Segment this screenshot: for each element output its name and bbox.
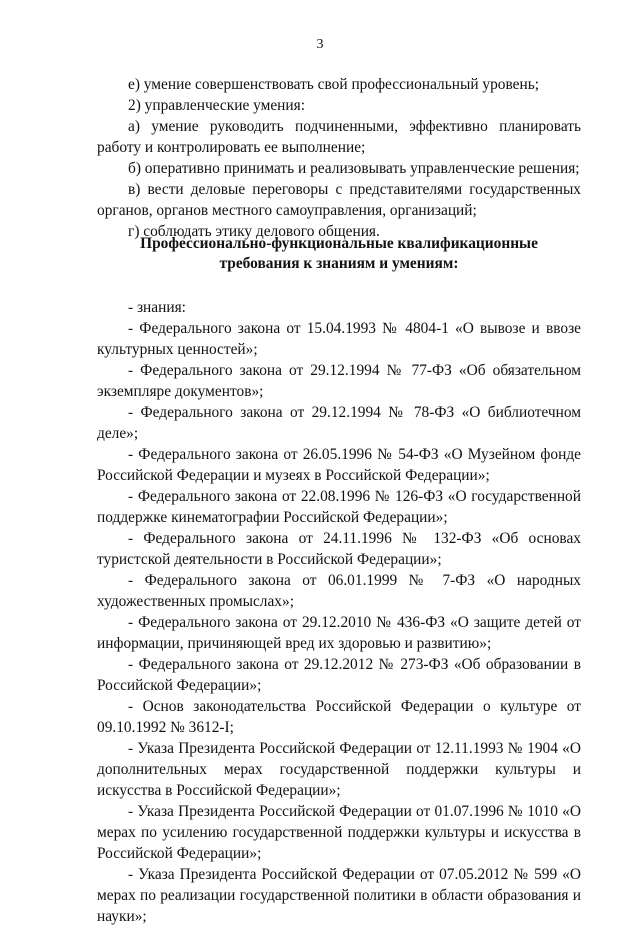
skill-item: г) соблюдать этику делового общения. [128,223,380,240]
skill-item: в) вести деловые переговоры с представителями государственных органов, органов местного самоуправления, организаций; [97,181,581,219]
knowledge-item: - Федерального закона от 29.12.2010 № 436-ФЗ «О защите детей от информации, причиняющей вред их здоровью и развитию»; [97,614,581,652]
knowledge-label: - знания: [128,299,186,316]
knowledge-item: - Федерального закона от 24.11.1996 № 132-ФЗ «Об основах туристской деятельности в Российской Федерации»; [97,530,581,568]
skill-item: а) умение руководить подчиненными, эффективно планировать работу и контролировать ее выполнение; [97,118,581,156]
page-number: 3 [316,37,324,52]
knowledge-item: - Указа Президента Российской Федерации от 07.05.2012 № 599 «О мерах по реализации государственной политики в области образования и науки»; [97,866,581,925]
knowledge-item: - Федерального закона от 29.12.2012 № 273-ФЗ «Об образовании в Российской Федерации»; [97,656,581,694]
knowledge-item: - Федерального закона от 29.12.1994 № 78-ФЗ «О библиотечном деле»; [97,404,581,442]
section-heading-line: Профессионально-функциональные квалификационные [140,235,538,252]
skill-item: е) умение совершенствовать свой профессиональный уровень; [128,76,540,93]
knowledge-item: - Федерального закона от 15.04.1993 № 4804-1 «О вывозе и ввозе культурных ценностей»; [97,320,581,358]
skills-list [97,74,581,242]
knowledge-item: - Федерального закона от 22.08.1996 № 126-ФЗ «О государственной поддержке кинематографии Российской Федерации»; [97,488,581,526]
section-heading [97,234,581,274]
knowledge-item: - Федерального закона от 29.12.1994 № 77-ФЗ «Об обязательном экземпляре документов»; [97,362,581,400]
skill-item: 2) управленческие умения: [128,97,306,114]
skill-item: б) оперативно принимать и реализовывать управленческие решения; [128,160,580,177]
knowledge-item: - Федерального закона от 26.05.1996 № 54-ФЗ «О Музейном фонде Российской Федерации и музеях в Российской Федерации»; [97,446,581,484]
knowledge-item: - Указа Президента Российской Федерации от 12.11.1993 № 1904 «О дополнительных мерах государственной поддержки культуры и искусства в Российской Федерации»; [97,740,581,799]
knowledge-list [97,297,581,927]
section-heading-line: требования к знаниям и умениям: [219,255,459,272]
knowledge-item: - Основ законодательства Российской Федерации о культуре от 09.10.1992 № 3612-I; [97,698,581,736]
knowledge-item: - Указа Президента Российской Федерации от 01.07.1996 № 1010 «О мерах по усилению государственной поддержки культуры и искусства в Российской Федерации»; [97,803,581,862]
knowledge-item: - Федерального закона от 06.01.1999 № 7-ФЗ «О народных художественных промыслах»; [97,572,581,610]
